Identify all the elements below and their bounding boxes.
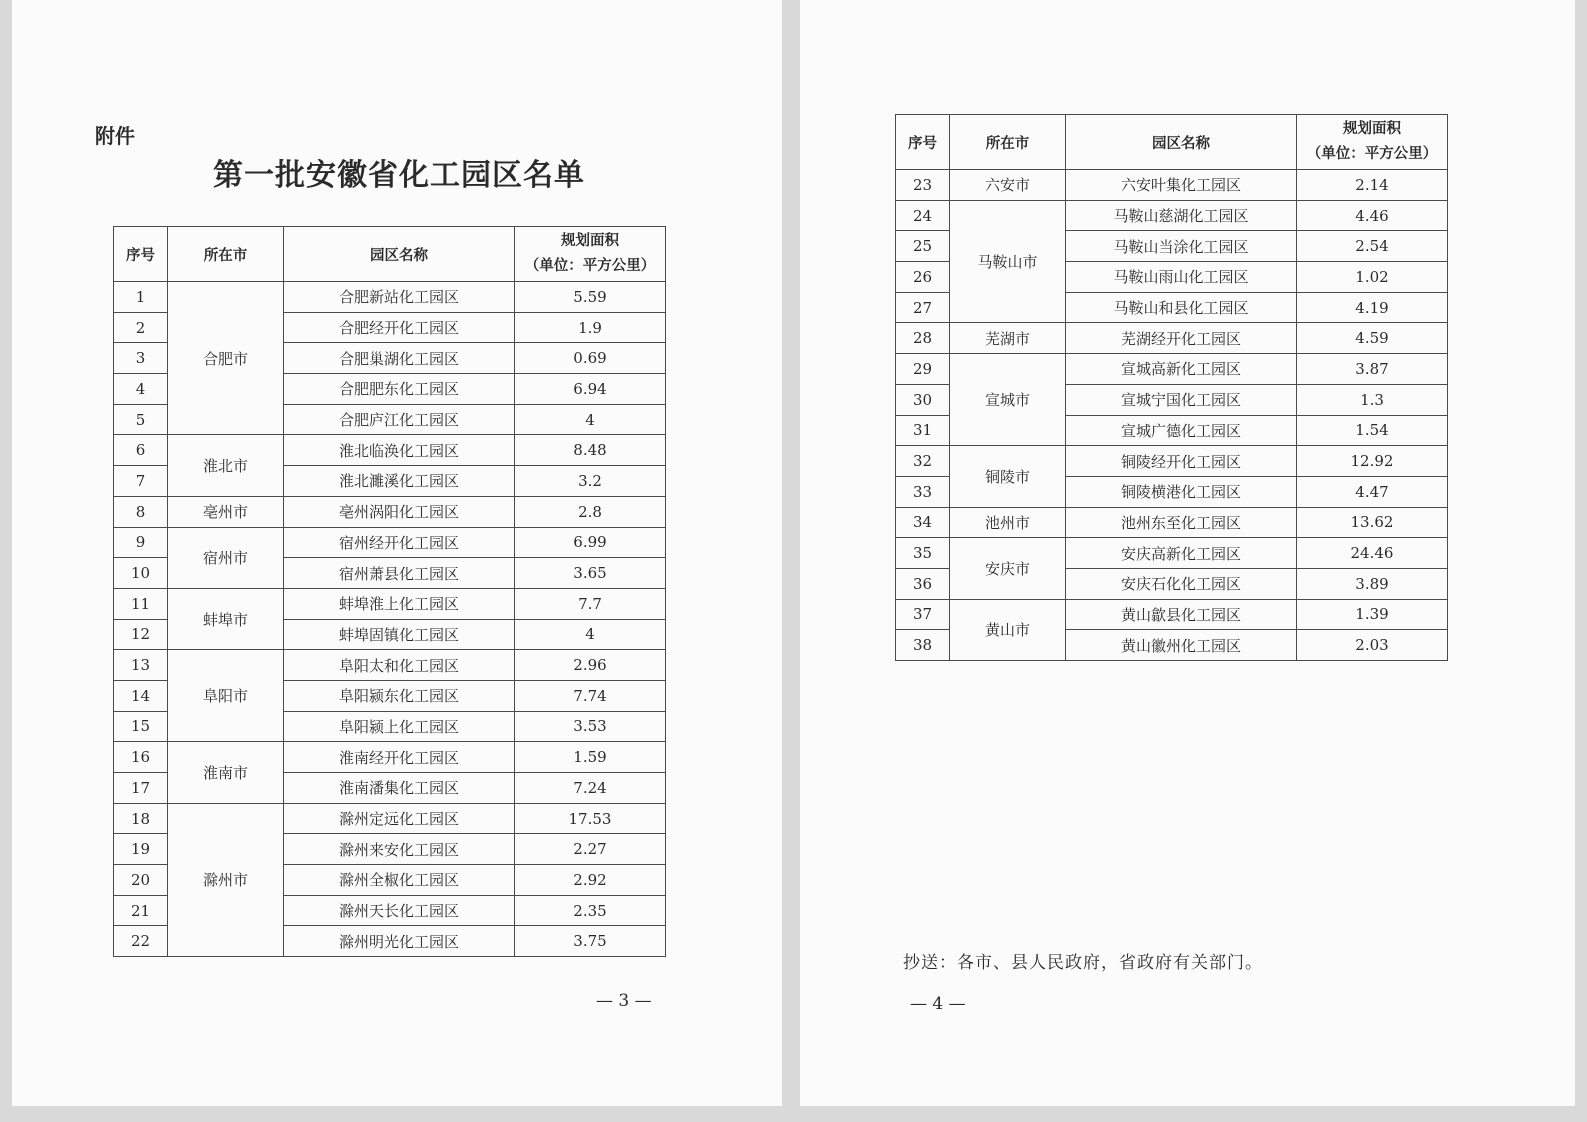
cell-seq: 1 — [114, 282, 168, 313]
header-area-line2: （单位：平方公里） — [1306, 146, 1438, 162]
table-row — [114, 742, 666, 773]
cell-park-name: 安庆石化化工园区 — [1066, 568, 1297, 599]
document-title: 第一批安徽省化工园区名单 — [213, 158, 585, 193]
cell-city: 池州市 — [950, 507, 1066, 538]
cell-seq: 10 — [114, 558, 168, 589]
cell-park-name: 合肥肥东化工园区 — [284, 374, 515, 405]
cell-park-name: 安庆高新化工园区 — [1066, 538, 1297, 569]
cell-seq: 32 — [896, 446, 950, 477]
cell-park-name: 黄山徽州化工园区 — [1066, 630, 1297, 661]
cell-area: 1.9 — [515, 312, 666, 343]
cell-seq: 35 — [896, 538, 950, 569]
cell-park-name: 亳州涡阳化工园区 — [284, 496, 515, 527]
header-area-line1: 规划面积 — [561, 233, 619, 249]
cell-city: 蚌埠市 — [168, 588, 284, 649]
cc-distribution-line: 抄送：各市、县人民政府，省政府有关部门。 — [903, 953, 1263, 973]
cell-area: 1.59 — [515, 742, 666, 773]
cell-seq: 6 — [114, 435, 168, 466]
cell-seq: 22 — [114, 926, 168, 957]
cell-area: 2.92 — [515, 865, 666, 896]
cell-park-name: 合肥新站化工园区 — [284, 282, 515, 313]
table-body-right — [896, 170, 1448, 661]
park-table-right — [895, 114, 1448, 661]
cell-city: 淮南市 — [168, 742, 284, 803]
cell-area: 7.7 — [515, 588, 666, 619]
cell-city: 马鞍山市 — [950, 200, 1066, 323]
table-row — [114, 527, 666, 558]
cell-seq: 23 — [896, 170, 950, 201]
page-number-left: — 3 — — [596, 991, 652, 1011]
cell-area: 3.2 — [515, 466, 666, 497]
cell-area: 2.14 — [1297, 170, 1448, 201]
table-header-row — [896, 115, 1448, 170]
table-row — [896, 599, 1448, 630]
cell-area: 4 — [515, 404, 666, 435]
cell-area: 8.48 — [515, 435, 666, 466]
cell-area: 2.8 — [515, 496, 666, 527]
table-row — [114, 435, 666, 466]
cell-area: 13.62 — [1297, 507, 1448, 538]
cell-city: 安庆市 — [950, 538, 1066, 599]
cell-park-name: 宣城宁国化工园区 — [1066, 384, 1297, 415]
cell-seq: 36 — [896, 568, 950, 599]
cell-seq: 33 — [896, 476, 950, 507]
cell-seq: 16 — [114, 742, 168, 773]
cell-area: 1.54 — [1297, 415, 1448, 446]
cell-area: 2.27 — [515, 834, 666, 865]
header-city: 所在市 — [950, 115, 1066, 170]
cell-seq: 14 — [114, 680, 168, 711]
cell-park-name: 合肥巢湖化工园区 — [284, 343, 515, 374]
cell-area: 2.96 — [515, 650, 666, 681]
table-row — [896, 170, 1448, 201]
cell-area: 2.54 — [1297, 231, 1448, 262]
cell-park-name: 宣城广德化工园区 — [1066, 415, 1297, 446]
cell-park-name: 马鞍山雨山化工园区 — [1066, 262, 1297, 293]
cell-seq: 12 — [114, 619, 168, 650]
header-area — [1297, 115, 1448, 170]
cell-area: 4.19 — [1297, 292, 1448, 323]
table-row — [114, 282, 666, 313]
cell-park-name: 铜陵经开化工园区 — [1066, 446, 1297, 477]
cell-park-name: 池州东至化工园区 — [1066, 507, 1297, 538]
attachment-label: 附件 — [95, 124, 135, 148]
cell-park-name: 宣城高新化工园区 — [1066, 354, 1297, 385]
cell-seq: 13 — [114, 650, 168, 681]
park-table-left — [113, 226, 666, 957]
cell-area: 5.59 — [515, 282, 666, 313]
cell-park-name: 滁州全椒化工园区 — [284, 865, 515, 896]
cell-park-name: 宿州经开化工园区 — [284, 527, 515, 558]
cell-seq: 21 — [114, 895, 168, 926]
cell-park-name: 滁州天长化工园区 — [284, 895, 515, 926]
cell-park-name: 合肥经开化工园区 — [284, 312, 515, 343]
cell-seq: 24 — [896, 200, 950, 231]
cell-seq: 18 — [114, 803, 168, 834]
cell-park-name: 淮北临涣化工园区 — [284, 435, 515, 466]
cell-city: 黄山市 — [950, 599, 1066, 660]
table-body-left — [114, 282, 666, 957]
cell-park-name: 蚌埠固镇化工园区 — [284, 619, 515, 650]
header-city: 所在市 — [168, 227, 284, 282]
cell-park-name: 合肥庐江化工园区 — [284, 404, 515, 435]
header-area — [515, 227, 666, 282]
cell-area: 1.02 — [1297, 262, 1448, 293]
cell-area: 3.53 — [515, 711, 666, 742]
cell-seq: 7 — [114, 466, 168, 497]
cell-park-name: 阜阳太和化工园区 — [284, 650, 515, 681]
table-row — [896, 446, 1448, 477]
header-area-line2: （单位：平方公里） — [524, 258, 656, 274]
table-row — [114, 650, 666, 681]
cell-seq: 15 — [114, 711, 168, 742]
cell-seq: 2 — [114, 312, 168, 343]
cell-area: 7.74 — [515, 680, 666, 711]
cell-park-name: 淮南潘集化工园区 — [284, 773, 515, 804]
cell-seq: 5 — [114, 404, 168, 435]
cell-park-name: 马鞍山和县化工园区 — [1066, 292, 1297, 323]
cell-park-name: 黄山歙县化工园区 — [1066, 599, 1297, 630]
cell-area: 6.99 — [515, 527, 666, 558]
cell-seq: 17 — [114, 773, 168, 804]
cell-area: 1.3 — [1297, 384, 1448, 415]
table-header-row — [114, 227, 666, 282]
cell-area: 4 — [515, 619, 666, 650]
table-row — [896, 538, 1448, 569]
cell-seq: 8 — [114, 496, 168, 527]
cell-park-name: 淮南经开化工园区 — [284, 742, 515, 773]
cell-seq: 3 — [114, 343, 168, 374]
cell-seq: 30 — [896, 384, 950, 415]
cell-park-name: 阜阳颍东化工园区 — [284, 680, 515, 711]
header-seq: 序号 — [896, 115, 950, 170]
cell-park-name: 铜陵横港化工园区 — [1066, 476, 1297, 507]
cell-area: 1.39 — [1297, 599, 1448, 630]
cell-park-name: 马鞍山当涂化工园区 — [1066, 231, 1297, 262]
table-row — [896, 200, 1448, 231]
cell-seq: 37 — [896, 599, 950, 630]
cell-city: 芜湖市 — [950, 323, 1066, 354]
cell-seq: 9 — [114, 527, 168, 558]
cell-park-name: 滁州定远化工园区 — [284, 803, 515, 834]
cell-area: 4.46 — [1297, 200, 1448, 231]
cell-area: 0.69 — [515, 343, 666, 374]
cell-city: 宣城市 — [950, 354, 1066, 446]
cell-seq: 4 — [114, 374, 168, 405]
page-number-right: — 4 — — [910, 994, 966, 1014]
cell-seq: 26 — [896, 262, 950, 293]
cell-seq: 34 — [896, 507, 950, 538]
cell-area: 3.87 — [1297, 354, 1448, 385]
cell-area: 3.75 — [515, 926, 666, 957]
cell-park-name: 六安叶集化工园区 — [1066, 170, 1297, 201]
cell-city: 合肥市 — [168, 282, 284, 435]
table-row — [114, 496, 666, 527]
cell-area: 7.24 — [515, 773, 666, 804]
cell-area: 2.35 — [515, 895, 666, 926]
cell-city: 亳州市 — [168, 496, 284, 527]
header-name: 园区名称 — [1066, 115, 1297, 170]
cell-city: 宿州市 — [168, 527, 284, 588]
cell-city: 阜阳市 — [168, 650, 284, 742]
cell-park-name: 阜阳颍上化工园区 — [284, 711, 515, 742]
cell-city: 滁州市 — [168, 803, 284, 956]
cell-city: 六安市 — [950, 170, 1066, 201]
table-row — [114, 588, 666, 619]
cell-seq: 11 — [114, 588, 168, 619]
cell-park-name: 宿州萧县化工园区 — [284, 558, 515, 589]
cell-area: 2.03 — [1297, 630, 1448, 661]
table-row — [896, 507, 1448, 538]
header-name: 园区名称 — [284, 227, 515, 282]
cell-area: 4.47 — [1297, 476, 1448, 507]
cell-seq: 27 — [896, 292, 950, 323]
cell-seq: 38 — [896, 630, 950, 661]
header-seq: 序号 — [114, 227, 168, 282]
cell-city: 铜陵市 — [950, 446, 1066, 507]
table-row — [896, 323, 1448, 354]
cell-area: 24.46 — [1297, 538, 1448, 569]
cell-seq: 29 — [896, 354, 950, 385]
cell-area: 3.89 — [1297, 568, 1448, 599]
cell-seq: 25 — [896, 231, 950, 262]
table-row — [114, 803, 666, 834]
cell-park-name: 蚌埠淮上化工园区 — [284, 588, 515, 619]
cell-area: 6.94 — [515, 374, 666, 405]
cell-area: 17.53 — [515, 803, 666, 834]
header-area-line1: 规划面积 — [1343, 121, 1401, 137]
cell-seq: 31 — [896, 415, 950, 446]
cell-park-name: 淮北濉溪化工园区 — [284, 466, 515, 497]
cell-area: 4.59 — [1297, 323, 1448, 354]
cell-seq: 20 — [114, 865, 168, 896]
cell-seq: 19 — [114, 834, 168, 865]
table-row — [896, 354, 1448, 385]
cell-seq: 28 — [896, 323, 950, 354]
cell-park-name: 滁州来安化工园区 — [284, 834, 515, 865]
cell-city: 淮北市 — [168, 435, 284, 496]
cell-park-name: 滁州明光化工园区 — [284, 926, 515, 957]
cell-area: 12.92 — [1297, 446, 1448, 477]
cell-area: 3.65 — [515, 558, 666, 589]
cell-park-name: 芜湖经开化工园区 — [1066, 323, 1297, 354]
cell-park-name: 马鞍山慈湖化工园区 — [1066, 200, 1297, 231]
